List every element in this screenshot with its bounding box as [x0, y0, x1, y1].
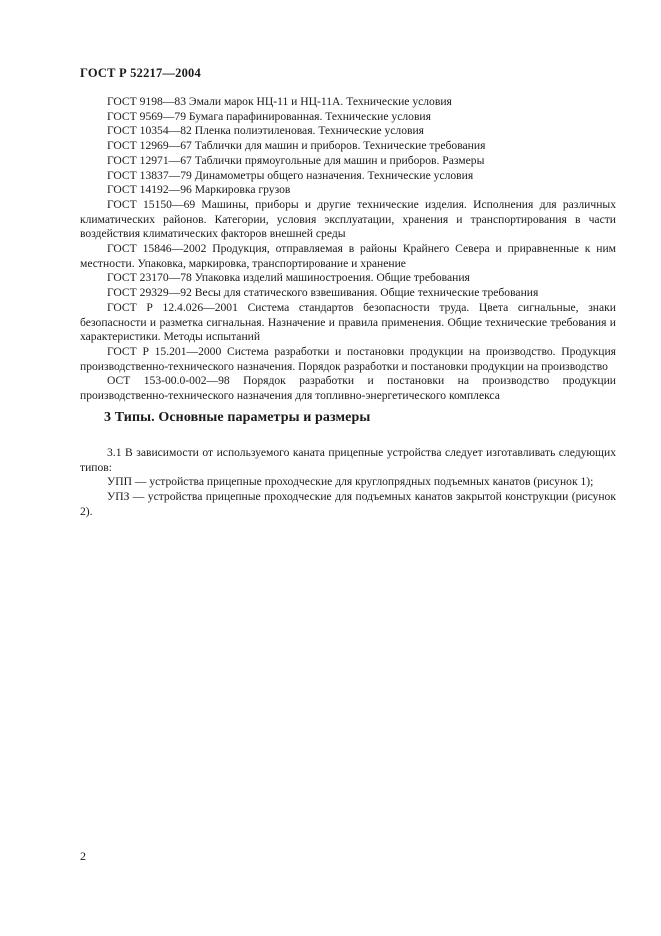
reference-item: ГОСТ 13837—79 Динамометры общего назначения. Технические условия [107, 168, 474, 182]
reference-item: ГОСТ 12969—67 Таблички для машин и приборов. Технические требования [107, 139, 486, 153]
section-paragraph: 3.1 В зависимости от используемого каната прицепные устройства следует изготавливать следующих типов: [80, 446, 616, 474]
reference-item: ГОСТ 15846—2002 Продукция, отправляемая в районы Крайнего Севера и приравненные к ним местности. Упаковка, маркировка, транспортирование и хранение [80, 242, 616, 270]
reference-item: ГОСТ Р 12.4.026—2001 Система стандартов безопасности труда. Цвета сигнальные, знаки безопасности и разметка сигнальная. Назначение и правила применения. Общие технические требования и характеристики. Методы испытаний [80, 300, 616, 344]
section-paragraph: УПП — устройства прицепные проходческие для круглопрядных подъемных канатов (рисунок 1); [107, 475, 594, 489]
reference-item: ГОСТ 10354—82 Пленка полиэтиленовая. Технические условия [107, 124, 425, 138]
section-heading: 3 Типы. Основные параметры и размеры [104, 410, 371, 425]
reference-item: ГОСТ Р 15.201—2000 Система разработки и постановки продукции на производство. Продукция производственно-технического назначения. Порядок разработки и постановки продукции на производство [80, 344, 616, 373]
reference-item: ГОСТ 12971—67 Таблички прямоугольные для машин и приборов. Размеры [107, 153, 485, 167]
document-header: ГОСТ Р 52217—2004 [80, 66, 201, 80]
reference-item: ГОСТ 15150—69 Машины, приборы и другие технические изделия. Исполнения для различных климатических районов. Категории, условия эксплуатации, хранения и транспортирования в части воздействия климатических факторов внешней среды [80, 197, 616, 241]
section-paragraph: УПЗ — устройства прицепные проходческие для подъемных канатов закрытой конструкции (рисунок 2). [80, 490, 616, 518]
reference-item: ГОСТ 23170—78 Упаковка изделий машиностроения. Общие требования [107, 271, 470, 285]
reference-item: ГОСТ 14192—96 Маркировка грузов [107, 183, 291, 197]
section-body [80, 446, 616, 520]
reference-item: ГОСТ 29329—92 Весы для статического взвешивания. Общие технические требования [107, 286, 539, 300]
reference-item: ГОСТ 9569—79 Бумага парафинированная. Технические условия [107, 109, 431, 123]
normative-references-list [80, 95, 616, 404]
reference-item: ОСТ 153-00.0-002—98 Порядок разработки и постановки на производство продукции производственно-технического назначения для топливно-энергетического комплекса [80, 374, 616, 403]
reference-item: ГОСТ 9198—83 Эмали марок НЦ-11 и НЦ-11А. Технические условия [107, 95, 452, 108]
page-number: 2 [80, 849, 86, 863]
